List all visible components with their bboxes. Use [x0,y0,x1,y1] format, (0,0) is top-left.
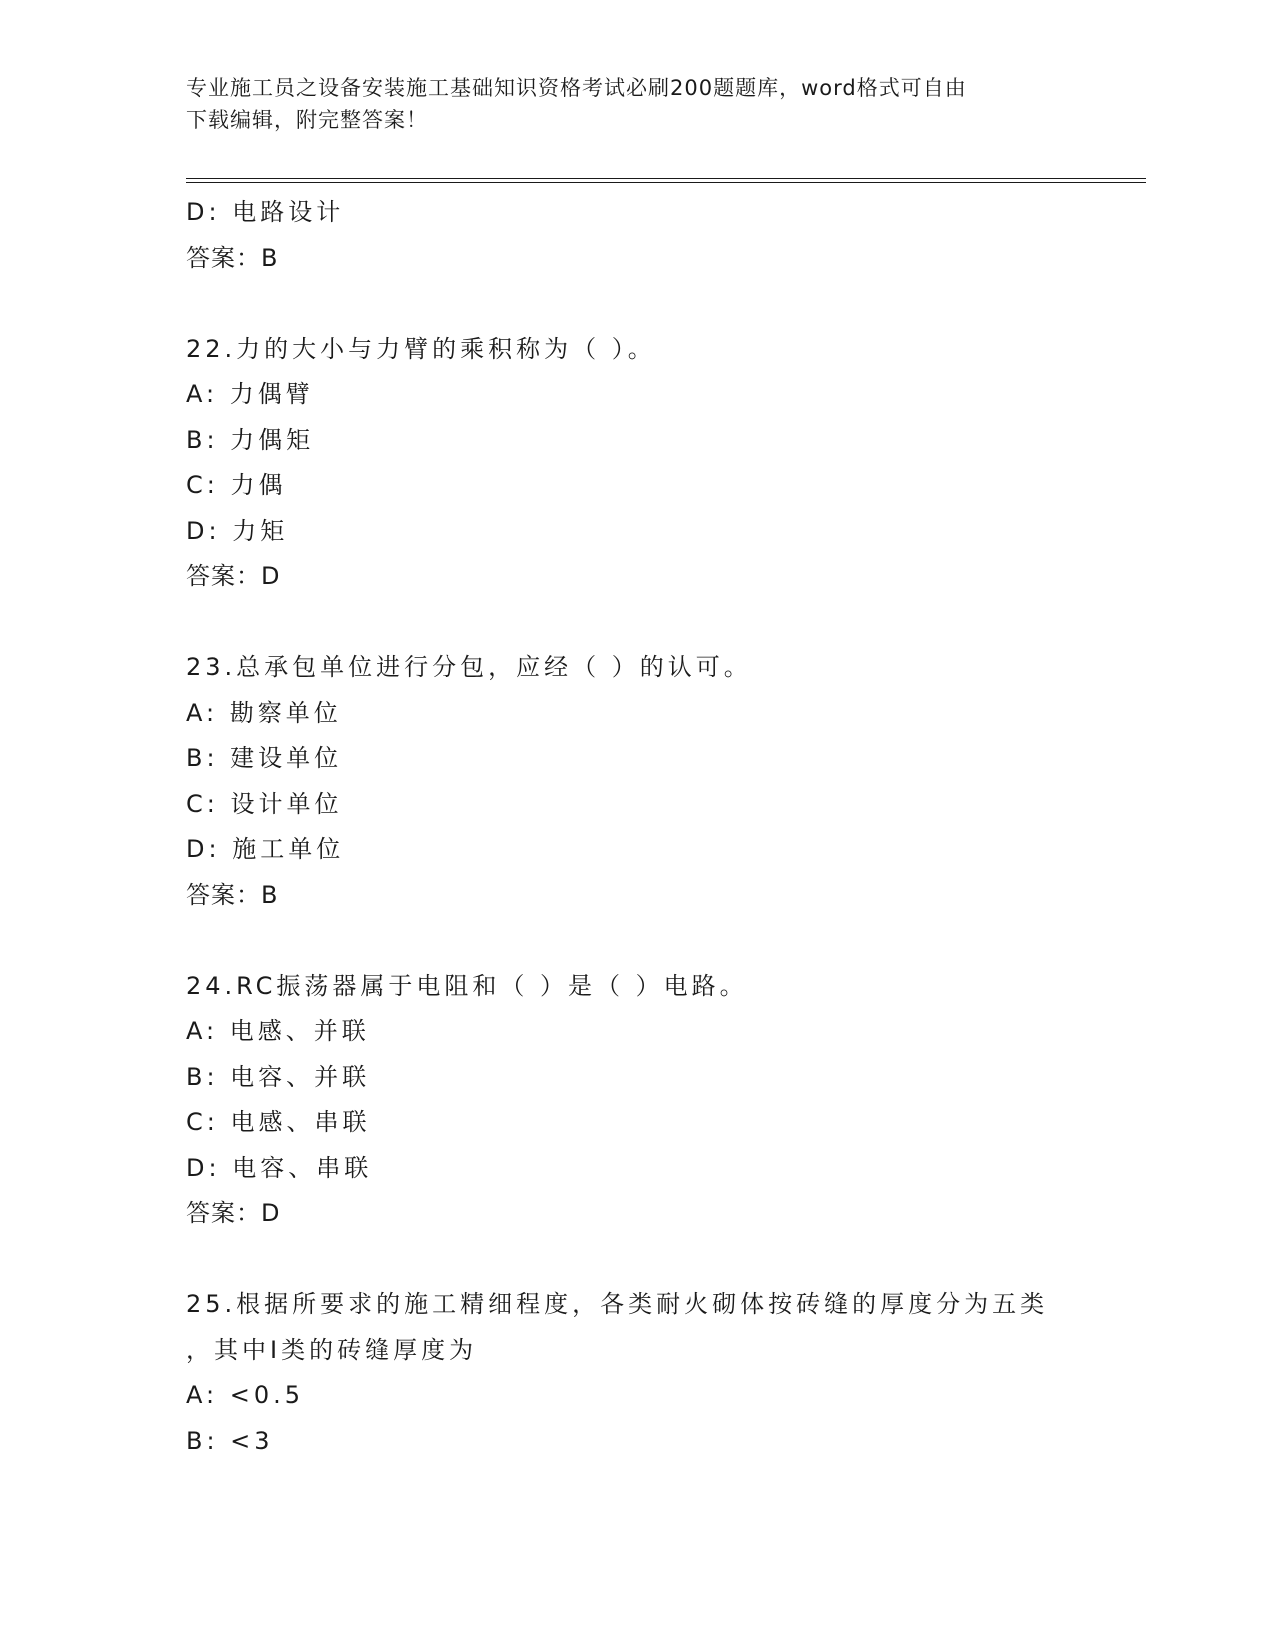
header-divider-top [186,178,1146,179]
spacer [186,281,1146,327]
answer-text: 答案：B [186,243,279,272]
question-23 [186,645,1146,918]
option-b: B: <3 [186,1426,274,1455]
header-title-line-2: 下载编辑，附完整答案！ [186,108,428,132]
document-header [186,72,1086,136]
option-a: A: 勘察单位 [186,698,342,727]
question-list [186,190,1146,1464]
option-c: C: 设计单位 [186,789,343,818]
option-a: A: 电感、并联 [186,1017,370,1045]
spacer [186,1237,1146,1283]
question-25 [186,1282,1146,1464]
answer-text: 答案：B [186,880,279,909]
option-d: D: 电路设计 [186,198,345,226]
answer-text: 答案：D [186,1199,281,1227]
option-b: B: 力偶矩 [186,425,315,454]
question-stem: 24.RC振荡器属于电阻和（ ）是（ ）电路。 [186,971,748,1000]
question-stem: 22.力的大小与力臂的乘积称为（ ）。 [186,334,656,363]
question-stem-line-2: ，其中I类的砖缝厚度为 [186,1335,478,1364]
spacer [186,918,1146,964]
header-title-line-1: 专业施工员之设备安装施工基础知识资格考试必刷200题题库，word格式可自由 [186,76,967,100]
option-c: C: 力偶 [186,471,287,499]
option-b: B: 建设单位 [186,744,343,772]
answer-text: 答案：D [186,562,281,590]
question-stem-line-1: 25.根据所要求的施工精细程度，各类耐火砌体按砖缝的厚度分为五类 [186,1290,1049,1318]
header-divider-bottom [186,182,1146,183]
question-22 [186,327,1146,600]
option-a: A: 力偶臂 [186,380,314,408]
question-21-tail [186,190,1146,281]
option-d: D: 电容、串联 [186,1153,373,1182]
question-24 [186,964,1146,1237]
option-b: B: 电容、并联 [186,1062,371,1091]
option-a: A: <0.5 [186,1381,304,1409]
option-d: D: 施工单位 [186,835,345,863]
option-c: C: 电感、串联 [186,1108,371,1136]
option-d: D: 力矩 [186,516,289,545]
spacer [186,600,1146,646]
question-stem: 23.总承包单位进行分包，应经（ ）的认可。 [186,653,752,681]
